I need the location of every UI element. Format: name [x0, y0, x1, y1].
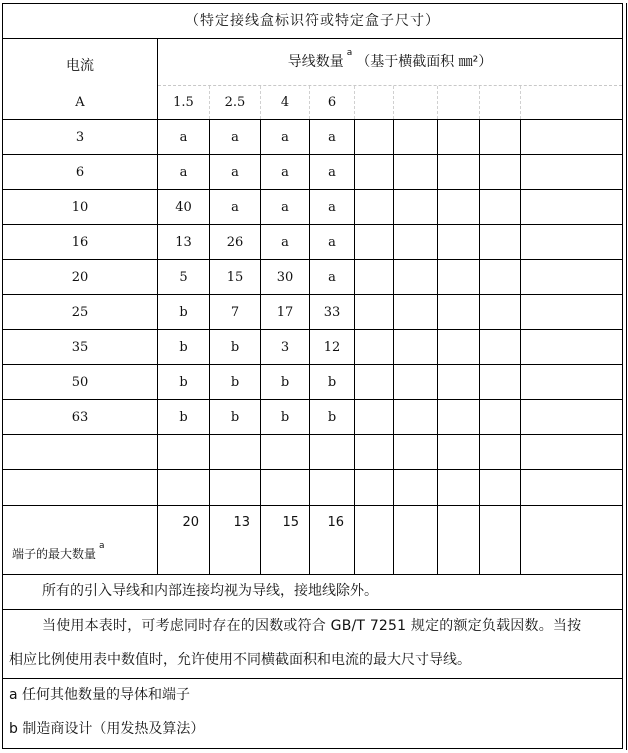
- conductor-count-cell: [310, 470, 354, 505]
- conductor-count-cell: a: [231, 164, 239, 180]
- conductor-count-cell: 7: [230, 304, 240, 320]
- note-load-factor-line1: 当使用本表时，可考虑同时存在的因数或符合 GB/T 7251 规定的额定负载因数。当按: [42, 618, 582, 634]
- conductor-count-cell: b: [179, 374, 188, 390]
- conductor-count-cell: 40: [175, 199, 192, 215]
- conductor-count-cell: a: [281, 234, 289, 250]
- conductor-count-cell: [158, 470, 209, 505]
- conductor-count-cell: a: [179, 129, 188, 145]
- conductor-count-cell: 30: [276, 269, 294, 285]
- conductor-count-cell: b: [230, 339, 240, 355]
- divider: [520, 86, 521, 119]
- divider: [354, 86, 355, 119]
- conductor-count-cell: a: [231, 199, 239, 215]
- conductor-count-cell: b: [179, 339, 188, 355]
- current-unit-label: A: [75, 95, 85, 110]
- conductor-count-cell: b: [280, 374, 290, 390]
- divider: [479, 119, 480, 574]
- conductors-footnote-ref: a: [346, 47, 353, 58]
- conductor-count-cell: [261, 470, 309, 505]
- conductor-count-cell: a: [328, 129, 336, 145]
- conductor-count-cell: b: [179, 409, 188, 425]
- terminals-value: 15: [282, 515, 299, 530]
- current-value: 10: [71, 199, 89, 215]
- current-value: 6: [75, 164, 85, 180]
- current-value: 3: [75, 129, 85, 145]
- conductor-count-cell: 33: [323, 304, 341, 320]
- divider: [393, 86, 394, 119]
- conductor-count-cell: 15: [226, 269, 244, 285]
- current-value: 63: [71, 409, 89, 425]
- conductor-count-cell: a: [281, 164, 289, 180]
- current-value: 20: [71, 269, 89, 285]
- conductor-count-cell: 13: [175, 234, 192, 250]
- conductor-count-cell: a: [328, 234, 336, 250]
- conductor-count-cell: b: [230, 374, 240, 390]
- conductors-header: [158, 39, 622, 85]
- footnote-a: a 任何其他数量的导体和端子: [9, 687, 191, 703]
- current-value: [3, 470, 157, 505]
- divider: [437, 119, 438, 574]
- size-header: 4: [280, 95, 290, 110]
- divider: [437, 86, 438, 119]
- note-load-factor-line2: 相应比例使用表中数值时，允许使用不同横截面积和电流的最大尺寸导线。: [9, 652, 471, 668]
- size-header: 6: [327, 95, 337, 110]
- current-value: [3, 435, 157, 469]
- conductor-count-cell: 12: [323, 339, 341, 355]
- note-conductors: 所有的引入导线和内部连接均视为导线，接地线除外。: [42, 583, 378, 599]
- terminals-value: 13: [233, 515, 250, 530]
- conductor-count-cell: a: [328, 269, 336, 285]
- conductor-count-cell: [158, 435, 209, 469]
- conductor-count-cell: [210, 435, 260, 469]
- conductor-count-cell: a: [179, 164, 188, 180]
- current-value: 50: [71, 374, 89, 390]
- conductor-count-cell: b: [327, 409, 337, 425]
- conductor-count-cell: 17: [276, 304, 294, 320]
- conductor-count-cell: [210, 470, 260, 505]
- conductor-count-cell: a: [281, 129, 289, 145]
- conductors-header-label: 导线数量: [287, 54, 344, 70]
- outer-border-line: [626, 3, 627, 750]
- conductor-count-cell: a: [328, 199, 336, 215]
- conductor-count-cell: 5: [179, 269, 188, 285]
- divider: [393, 119, 394, 574]
- conductor-count-cell: b: [280, 409, 290, 425]
- terminals-value: 20: [182, 515, 199, 530]
- conductor-count-cell: 26: [226, 234, 244, 250]
- conductor-count-cell: 3: [280, 339, 290, 355]
- footnote-b: b 制造商设计（用发热及算法）: [9, 721, 205, 737]
- current-value: 25: [71, 304, 89, 320]
- conductor-count-cell: b: [230, 409, 240, 425]
- conductors-header-basis: （基于横截面积 ㎜²）: [356, 54, 493, 70]
- conductor-count-cell: b: [327, 374, 337, 390]
- size-header: 1.5: [173, 95, 194, 110]
- conductor-count-cell: a: [231, 129, 239, 145]
- divider: [520, 119, 521, 574]
- terminals-label: [3, 506, 157, 574]
- current-value: 35: [71, 339, 89, 355]
- terminals-value: 16: [327, 515, 344, 530]
- conductor-count-cell: b: [179, 304, 188, 320]
- conductor-count-cell: a: [281, 199, 289, 215]
- divider: [354, 119, 355, 574]
- terminals-footnote-ref: a: [99, 541, 105, 551]
- conductor-count-cell: [310, 435, 354, 469]
- current-header-label: 电流: [66, 58, 94, 74]
- terminals-label-text: 端子的最大数量: [12, 547, 97, 561]
- divider: [479, 86, 480, 119]
- conductor-count-cell: a: [328, 164, 336, 180]
- size-header: 2.5: [224, 95, 246, 110]
- current-value: 16: [71, 234, 89, 250]
- conductor-count-cell: [261, 435, 309, 469]
- table-title: （特定接线盒标识符或特定盒子尺寸）: [185, 13, 440, 29]
